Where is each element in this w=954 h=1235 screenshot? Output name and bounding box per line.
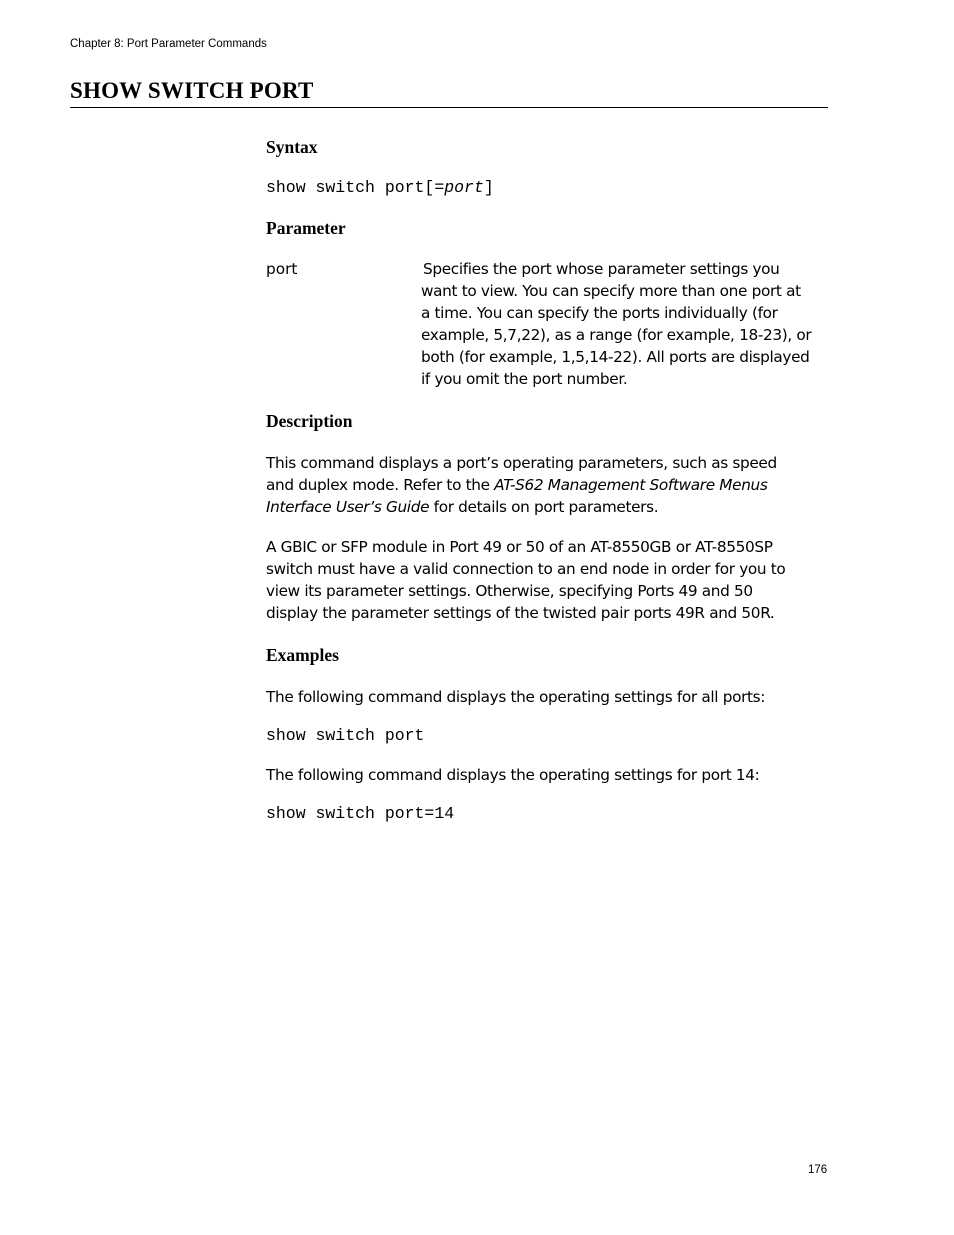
examples-heading: Examples (266, 645, 339, 665)
description-heading: Description (266, 411, 353, 431)
page-number: 176 (808, 1164, 828, 1176)
parameter-description (421, 258, 831, 390)
desc-line: A GBIC or SFP module in Port 49 or 50 of an AT-8550GB or AT-8550SP (266, 538, 773, 556)
parameter-heading: Parameter (266, 218, 346, 238)
param-line: a time. You can specify the ports individually (for (421, 304, 778, 322)
desc-text: for details on port parameters. (429, 498, 659, 516)
param-line: Specifies the port whose parameter settings you (423, 260, 780, 278)
syntax-cmd-suffix: ] (483, 178, 494, 197)
param-line: both (for example, 1,5,14-22). All ports are displayed (421, 348, 810, 366)
desc-text: and duplex mode. Refer to the (266, 476, 495, 494)
guide-title-part-2: Interface User’s Guide (266, 498, 430, 516)
example-command-1: show switch port (266, 726, 425, 745)
syntax-cmd-arg: port (444, 178, 484, 197)
page-title: SHOW SWITCH PORT (70, 78, 828, 108)
syntax-cmd-prefix: show switch port[= (266, 178, 445, 197)
description-paragraph-1 (266, 452, 831, 518)
example-command-2: show switch port=14 (266, 804, 455, 823)
description-paragraph-2 (266, 536, 831, 624)
param-line: if you omit the port number. (421, 370, 628, 388)
desc-line (266, 474, 831, 496)
desc-line: This command displays a port’s operating parameters, such as speed (266, 454, 777, 472)
param-line: example, 5,7,22), as a range (for example, 18-23), or (421, 326, 812, 344)
example-intro-2: The following command displays the operating settings for port 14: (266, 766, 760, 784)
desc-line: display the parameter settings of the twisted pair ports 49R and 50R. (266, 604, 775, 622)
guide-title-part-1: AT-S62 Management Software Menus (494, 476, 768, 494)
syntax-command (266, 178, 494, 197)
desc-line: switch must have a valid connection to an end node in order for you to (266, 560, 786, 578)
syntax-heading: Syntax (266, 137, 318, 157)
desc-line (266, 496, 831, 518)
chapter-header: Chapter 8: Port Parameter Commands (70, 38, 267, 50)
example-intro-1: The following command displays the operating settings for all ports: (266, 688, 766, 706)
desc-line: view its parameter settings. Otherwise, specifying Ports 49 and 50 (266, 582, 753, 600)
parameter-name: port (266, 260, 298, 278)
param-line: want to view. You can specify more than one port at (421, 282, 801, 300)
